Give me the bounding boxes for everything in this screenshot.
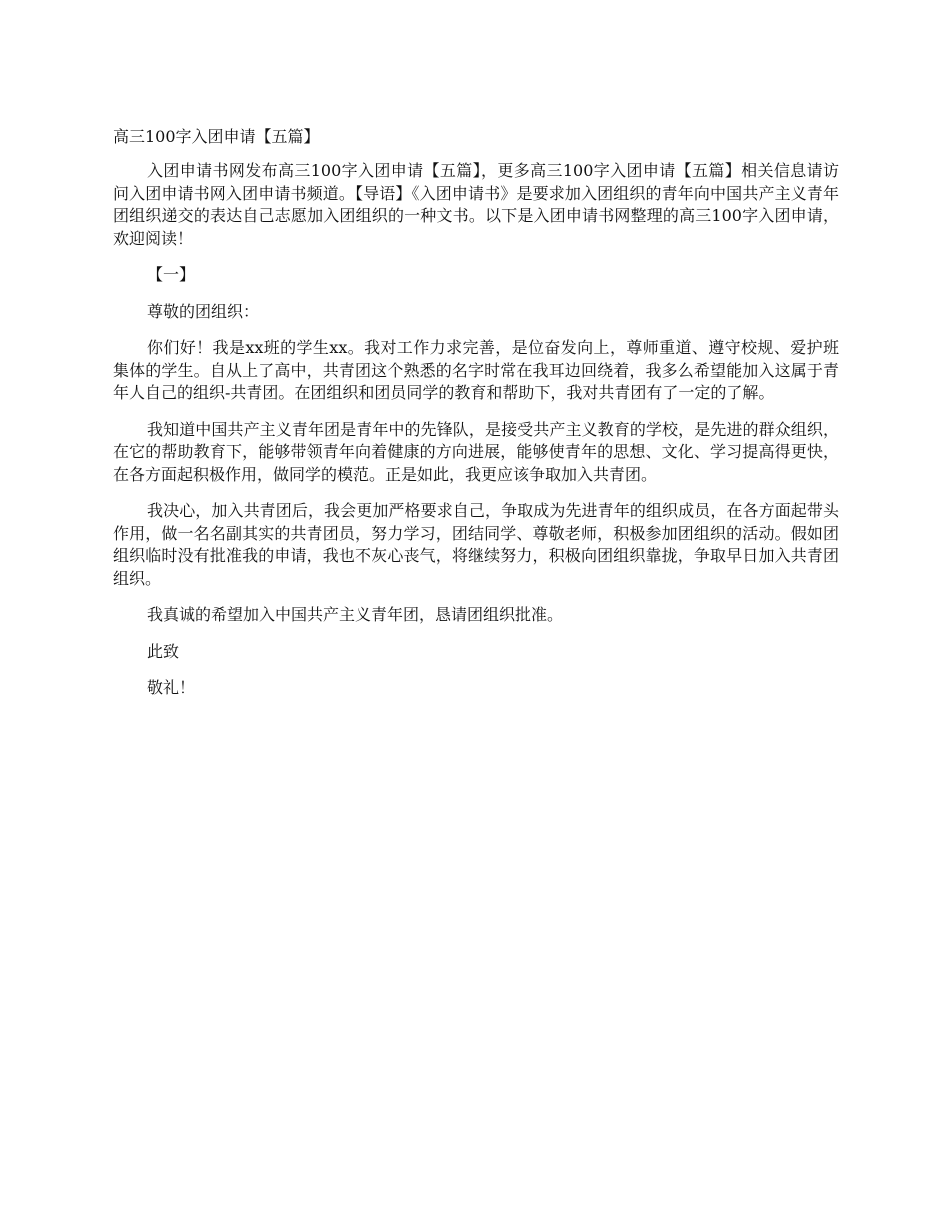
salutation: 尊敬的团组织：: [147, 301, 260, 321]
body-paragraph-2: 我知道中国共产主义青年团是青年中的先锋队，是接受共产主义教育的学校，是先进的群众组织，在它的帮助教育下，能够带领青年向着健康的方向进展，能够使青年的思想、文化、学习提高得更快，在各方面起积极作用，做同学的模范。正是如此，我更应该争取加入共青团。: [113, 419, 839, 484]
intro-paragraph: 入团申请书网发布高三100字入团申请【五篇】，更多高三100字入团申请【五篇】相关信息请访问入团申请书网入团申请书频道。【导语】《入团申请书》是要求加入团组织的青年向中国共产主义青年团组织递交的表达自己志愿加入团组织的一种文书。以下是入团申请书网整理的高三100字入团申请，欢迎阅读！: [113, 161, 839, 248]
document-title: 高三100字入团申请【五篇】: [113, 127, 320, 146]
body-paragraph-3: 我决心，加入共青团后，我会更加严格要求自己，争取成为先进青年的组织成员，在各方面起带头作用，做一名名副其实的共青团员，努力学习，团结同学、尊敬老师，积极参加团组织的活动。假如团组织临时没有批准我的申请，我也不灰心丧气，将继续努力，积极向团组织靠拢，争取早日加入共青团组织。: [113, 501, 839, 588]
closing-line-1: 此致: [147, 641, 180, 661]
body-paragraph-1: 你们好！我是xx班的学生xx。我对工作力求完善，是位奋发向上，尊师重道、遵守校规、爱护班集体的学生。自从上了高中，共青团这个熟悉的名字时常在我耳边回绕着，我多么希望能加入这属于青年人自己的组织-共青团。在团组织和团员同学的教育和帮助下，我对共青团有了一定的了解。: [113, 338, 839, 402]
closing-line-2: 敬礼！: [147, 678, 196, 697]
body-paragraph-4: 我真诚的希望加入中国共产主义青年团，恳请团组织批准。: [147, 605, 564, 624]
section-heading: 【一】: [147, 265, 196, 284]
document-page: [113, 126, 839, 714]
